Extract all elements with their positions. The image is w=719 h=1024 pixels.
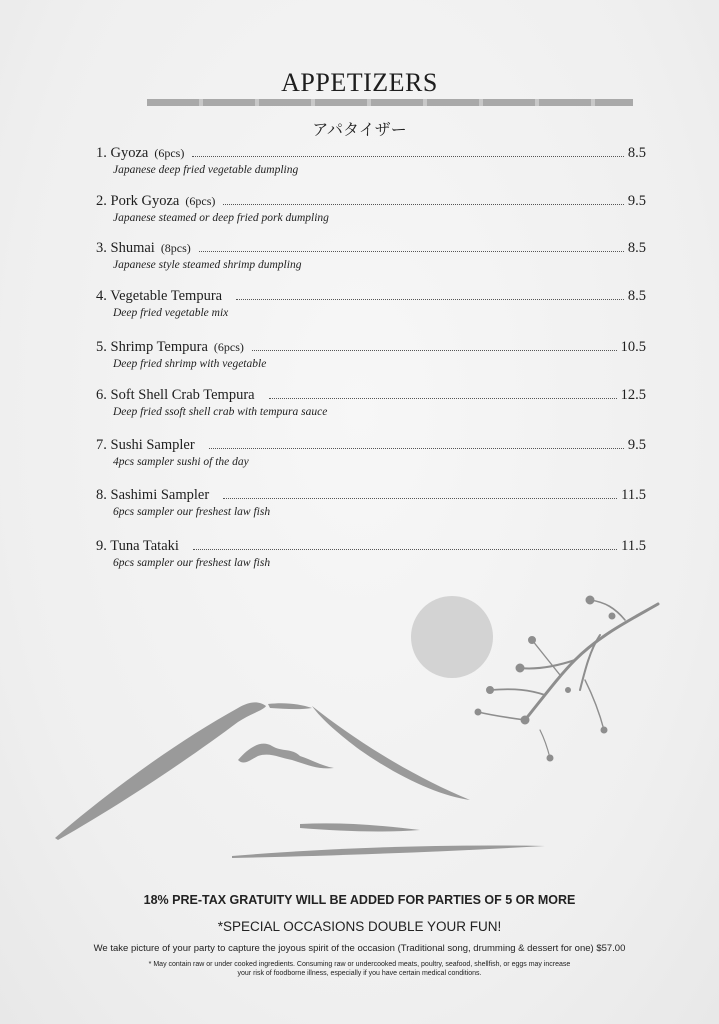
dot-leader: [236, 299, 624, 300]
menu-item: [96, 145, 646, 176]
item-description: Deep fried ssoft shell crab with tempura sauce: [113, 406, 328, 418]
section-title: APPETIZERS: [281, 68, 438, 97]
item-price: 11.5: [621, 487, 646, 503]
item-description: 4pcs sampler sushi of the day: [113, 456, 249, 468]
item-price: 10.5: [620, 339, 646, 355]
dot-leader: [192, 156, 624, 157]
moon-icon: [411, 596, 493, 678]
menu-item: [96, 437, 646, 468]
item-name: 4. Vegetable Tempura: [96, 288, 223, 304]
item-price: 9.5: [627, 437, 646, 453]
raw-food-disclaimer: [0, 960, 719, 978]
item-price: 12.5: [620, 387, 646, 403]
dot-leader: [252, 350, 617, 351]
item-quantity: (6pcs): [185, 194, 216, 208]
item-price: 9.5: [627, 193, 646, 209]
item-name: 2. Pork Gyoza: [96, 193, 180, 209]
item-description: 6pcs sampler our freshest law fish: [113, 506, 271, 518]
disclaimer-line-2: your risk of foodborne illness, especially if you have certain medical conditions.: [237, 970, 482, 977]
special-occasions-heading: *SPECIAL OCCASIONS DOUBLE YOUR FUN!: [217, 919, 502, 934]
section-subtitle-japanese: アパタイザー: [312, 120, 407, 139]
menu-item: [96, 339, 646, 370]
disclaimer-line-1: * May contain raw or under cooked ingredients. Consuming raw or undercooked meats, poultry, seafood, shellfish, or eggs may increase: [148, 961, 571, 968]
menu-item: [96, 288, 646, 319]
item-quantity: (8pcs): [160, 241, 191, 255]
item-quantity: (6pcs): [213, 340, 244, 354]
dot-leader: [209, 448, 624, 449]
cherry-blossom-branch-icon: [475, 596, 658, 761]
gratuity-notice: 18% PRE-TAX GRATUITY WILL BE ADDED FOR PARTIES OF 5 OR MORE: [143, 893, 576, 907]
item-name: 5. Shrimp Tempura: [96, 339, 208, 355]
dot-leader: [269, 398, 617, 399]
item-price: 8.5: [627, 145, 646, 161]
menu-item: [96, 387, 646, 418]
menu-item: [96, 538, 646, 569]
item-description: Japanese style steamed shrimp dumpling: [113, 259, 302, 271]
item-description: Deep fried shrimp with vegetable: [113, 358, 267, 370]
item-name: 6. Soft Shell Crab Tempura: [96, 387, 255, 403]
title-divider: [147, 99, 633, 106]
item-description: 6pcs sampler our freshest law fish: [113, 557, 271, 569]
picture-offer-text: We take picture of your party to capture the joyous spirit of the occasion (Traditional song, drumming & dessert for one) $57.00: [93, 943, 626, 954]
menu-item: [96, 193, 646, 224]
item-quantity: (6pcs): [154, 146, 185, 160]
dot-leader: [199, 251, 624, 252]
item-name: 1. Gyoza: [96, 145, 149, 161]
item-name: 3. Shumai: [96, 240, 155, 256]
ink-painting-artwork: [0, 590, 719, 880]
menu-item: [96, 240, 646, 271]
item-price: 11.5: [621, 538, 646, 554]
item-price: 8.5: [627, 240, 646, 256]
item-name: 7. Sushi Sampler: [96, 437, 195, 453]
menu-item: [96, 487, 646, 518]
item-description: Deep fried vegetable mix: [113, 307, 229, 319]
mount-fuji-icon: [55, 702, 545, 858]
item-name: 8. Sashimi Sampler: [96, 487, 210, 503]
dot-leader: [223, 204, 624, 205]
item-name: 9. Tuna Tataki: [96, 538, 179, 554]
item-description: Japanese steamed or deep fried pork dumpling: [113, 212, 329, 224]
dot-leader: [223, 498, 617, 499]
item-description: Japanese deep fried vegetable dumpling: [113, 164, 299, 176]
dot-leader: [193, 549, 617, 550]
item-price: 8.5: [627, 288, 646, 304]
